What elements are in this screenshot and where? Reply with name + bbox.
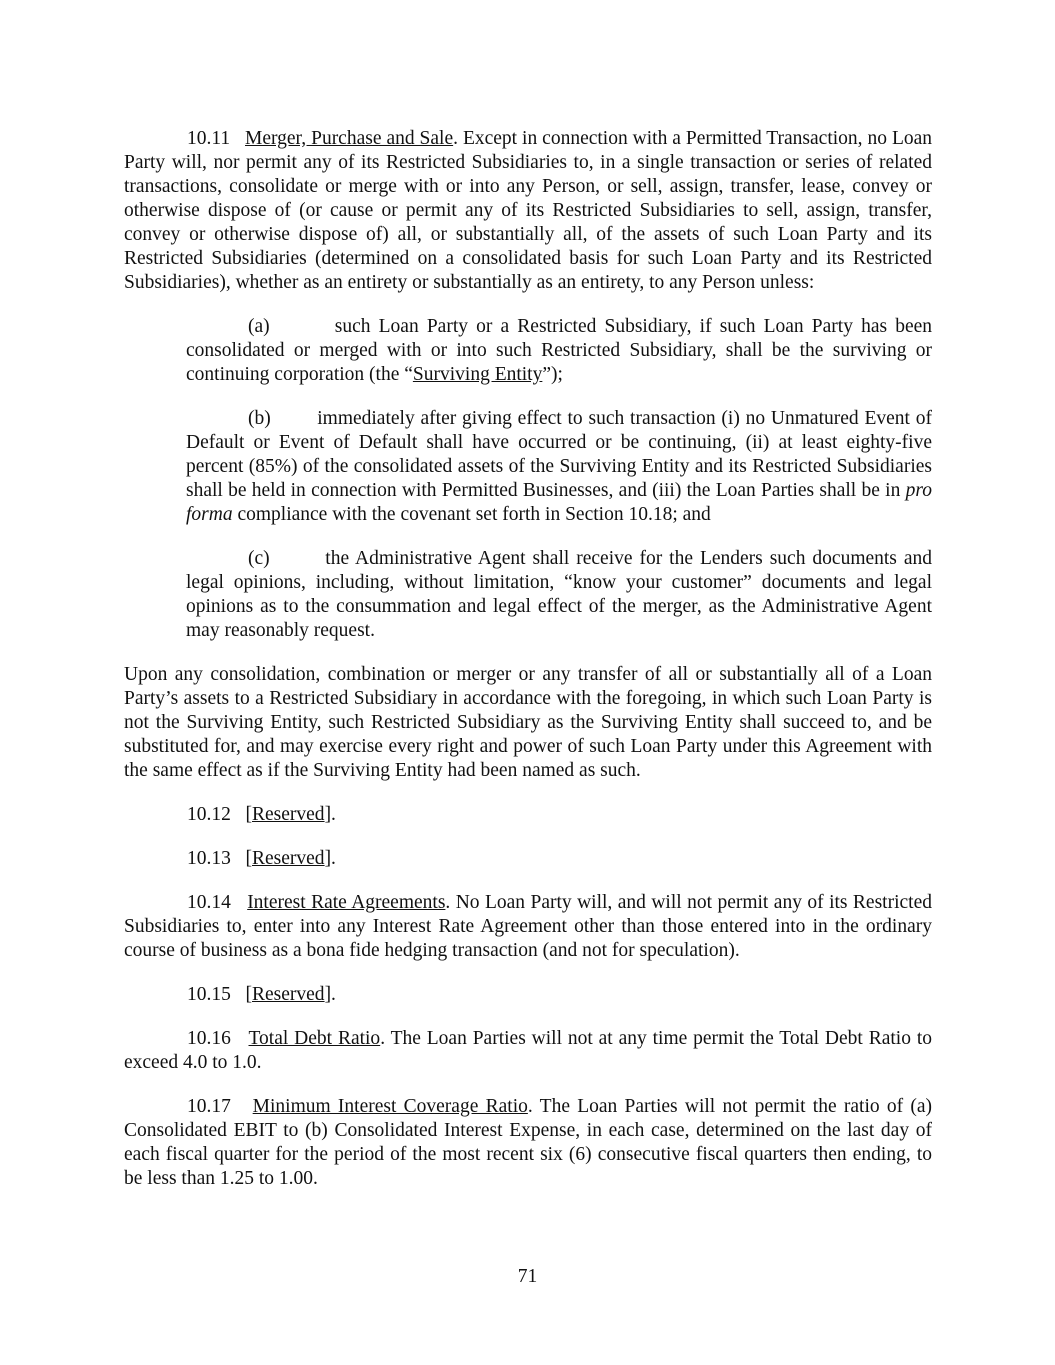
- section-10-11: [124, 127, 932, 295]
- closing-paragraph: Upon any consolidation, combination or merger or any transfer of all or substantially all of a Loan Party’s assets to a Restricted Subsidiary in accordance with the foregoing, in which such Loan Party is not the Surviving Entity, such Restricted Subsidiary as the Surviving Entity shall succeed to, and be substituted for, and may exercise every right and power of such Loan Party under this Agreement with the same effect as if the Surviving Entity had been named as such.: [124, 664, 932, 781]
- clause-label: (b): [248, 408, 271, 429]
- section-title: Interest Rate Agreements: [247, 892, 446, 913]
- clause-label: (c): [248, 548, 270, 569]
- clause-label: (a): [248, 316, 270, 337]
- clause-text: the Administrative Agent shall receive for the Lenders such documents and legal opinions, including, without limitation, “know your customer” documents and legal opinions as to the consummation and legal effect of the merger, as the Administrative Agent may reasonably request.: [186, 548, 933, 641]
- document-body: [124, 127, 932, 1191]
- section-title: Reserved: [252, 848, 325, 869]
- clause-b: [186, 407, 932, 527]
- section-10-13: [124, 847, 932, 871]
- section-text: . The Loan Parties will not permit the ratio of (a) Consolidated EBIT to (b) Consolidated Interest Expense, in each case, determined on the last day of each fiscal quarter for the period of the most recent six (6) consecutive fiscal quarters then ending, to be less than 1.25 to 1.00.: [124, 1096, 933, 1189]
- bracket-close: ].: [324, 984, 336, 1005]
- section-number: 10.17: [187, 1096, 231, 1117]
- clause-c: [186, 547, 932, 643]
- bracket-close: ].: [324, 804, 336, 825]
- section-title: Total Debt Ratio: [248, 1028, 381, 1049]
- section-title: Reserved: [252, 984, 325, 1005]
- defined-term: Surviving Entity: [412, 364, 543, 385]
- section-title: Merger, Purchase and Sale: [245, 128, 454, 149]
- clause-text: such Loan Party or a Restricted Subsidiary, if such Loan Party has been consolidated or merged with or into such Restricted Subsidiary, shall be the surviving or continuing corporation (the “: [186, 316, 933, 385]
- section-text: . No Loan Party will, and will not permit any of its Restricted Subsidiaries to, enter into any Interest Rate Agreement other than those entered into in the ordinary course of business as a bona fide hedging transaction (and not for speculation).: [124, 892, 932, 961]
- bracket-open: [: [245, 984, 252, 1005]
- bracket-close: ].: [324, 848, 336, 869]
- section-title: Minimum Interest Coverage Ratio: [252, 1096, 528, 1117]
- section-title: Reserved: [252, 804, 325, 825]
- clause-text-end: ”);: [542, 364, 563, 385]
- section-number: 10.13: [187, 848, 231, 869]
- section-10-14: [124, 891, 932, 963]
- section-text: . Except in connection with a Permitted Transaction, no Loan Party will, nor permit any of its Restricted Subsidiaries to, in a single transaction or series of related transactions, consolidate or merge with or into any Person, or sell, assign, transfer, lease, convey or otherwise dispose of (or cause or permit any of its Restricted Subsidiaries to sell, assign, transfer, convey or otherwise dispose of) all, or substantially all, of the assets of such Loan Party and its Restricted Subsidiaries (determined on a consolidated basis for such Loan Party and its Restricted Subsidiaries), whether as an entirety or substantially as an entirety, to any Person unless:: [124, 128, 933, 293]
- clause-text: immediately after giving effect to such transaction (i) no Unmatured Event of Default or Event of Default shall have occurred or be continuing, (ii) at least eighty-five percent (85%) of the consolidated assets of the Surviving Entity and its Restricted Subsidiaries shall be held in connection with Permitted Businesses, and (iii) the Loan Parties shall be in: [186, 408, 933, 501]
- section-number: 10.15: [187, 984, 231, 1005]
- bracket-open: [: [245, 804, 252, 825]
- bracket-open: [: [245, 848, 252, 869]
- section-number: 10.12: [187, 804, 231, 825]
- section-10-12: [124, 803, 932, 827]
- section-number: 10.11: [187, 128, 231, 149]
- clause-a: [186, 315, 932, 387]
- page-number: 71: [517, 1266, 538, 1287]
- section-10-15: [124, 983, 932, 1007]
- section-text: . The Loan Parties will not at any time permit the Total Debt Ratio to exceed 4.0 to 1.0.: [124, 1028, 932, 1073]
- section-10-16: [124, 1027, 932, 1075]
- clause-text-end: compliance with the covenant set forth in Section 10.18; and: [232, 504, 711, 525]
- section-10-17: [124, 1095, 932, 1191]
- italic-term: pro forma: [186, 480, 932, 525]
- section-number: 10.16: [187, 1028, 231, 1049]
- section-number: 10.14: [187, 892, 231, 913]
